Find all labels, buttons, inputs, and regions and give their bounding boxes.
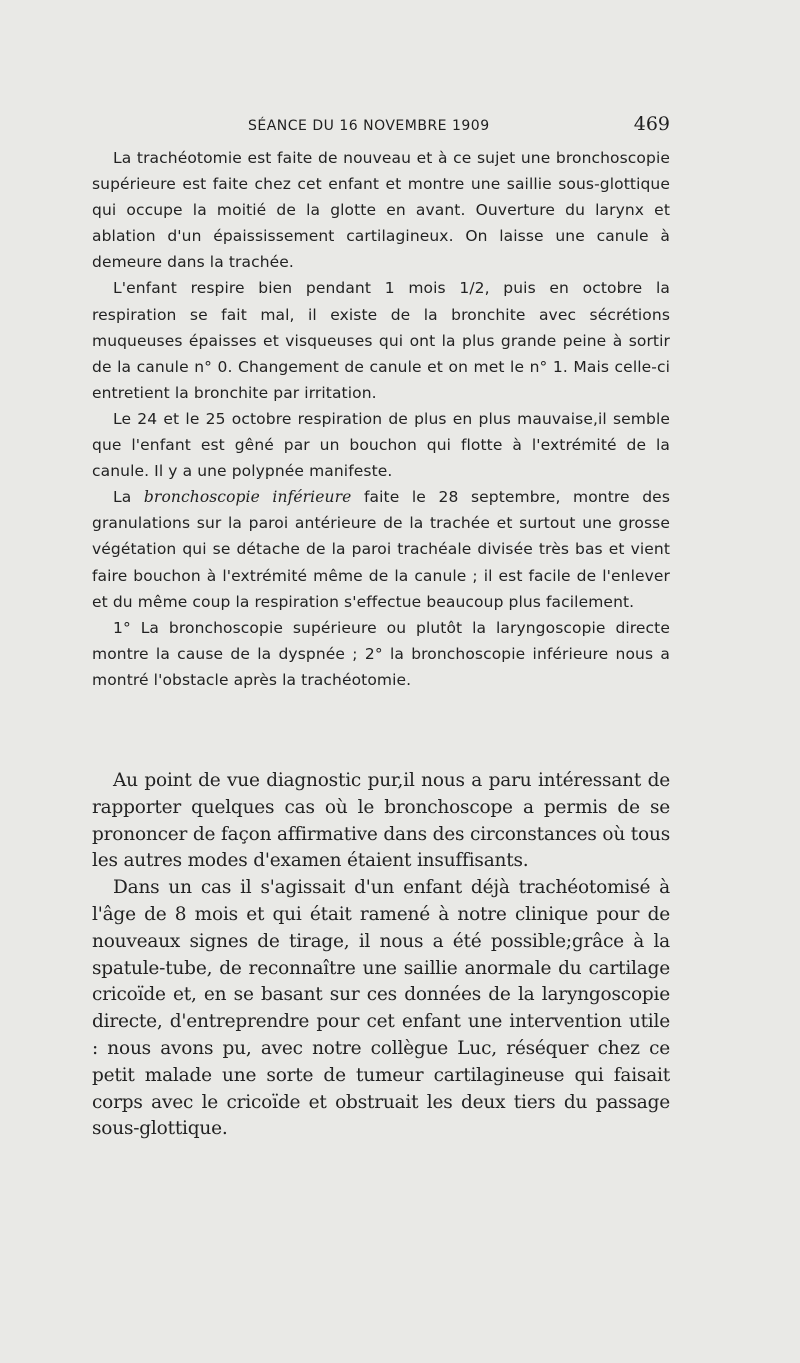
paragraph-diagnostic: Au point de vue diagnostic pur,il nous a paru intéressant de rapporter quelques cas où le bronchoscope a permis de se prononcer de façon affirmative dans des circonstances où tous les autres modes d'examen étaient insuffisants. xyxy=(92,770,670,872)
paragraph-lower-bronchoscopy-pre: La xyxy=(113,488,144,507)
paragraph-respiration: L'enfant respire bien pendant 1 mois 1/2, puis en octobre la respiration se fait mal, il existe de la bronchite avec sécrétions muqueuses épaisses et visqueuses qui ont la plus grande peine à sortir de la canule n° 0. Changement de canule et on met le n° 1. Mais celle-ci entretient la bronchite par irritation. xyxy=(92,279,670,402)
page-number: 469 xyxy=(633,113,670,135)
case-report-text xyxy=(92,145,670,693)
paragraph-tracheotomy: La trachéotomie est faite de nouveau et à ce sujet une bronchoscopie supérieure est faite chez cet enfant et montre une saillie sous-glottique qui occupe la moitié de la glotte en avant. Ouverture du larynx et ablation d'un épaississement cartilagineux. On laisse une canule à demeure dans la trachée. xyxy=(92,149,670,272)
paragraph-lower-bronchoscopy xyxy=(92,484,670,614)
running-head: SÉANCE DU 16 NOVEMBRE 1909 xyxy=(248,118,490,134)
paragraph-lower-bronchoscopy-post: faite le 28 septembre, montre des granulations sur la paroi antérieure de la trachée et surtout une grosse végétation qui se détache de la paroi trachéale divisée très bas et vient faire bouchon à l'extrémité même de la canule ; il est facile de l'enlever et du même coup la respiration s'effectue beaucoup plus facilement. xyxy=(92,488,670,611)
main-body-text xyxy=(92,768,670,1143)
page-header xyxy=(92,113,670,140)
paragraph-conclusion-points: 1° La bronchoscopie supérieure ou plutôt la laryngoscopie directe montre la cause de la dyspnée ; 2° la bronchoscopie inférieure nous a montré l'obstacle après la trachéotomie. xyxy=(92,618,670,689)
italic-term: bronchoscopie inférieure xyxy=(143,488,352,507)
paragraph-october: Le 24 et le 25 octobre respiration de plus en plus mauvaise,il semble que l'enfant est gêné par un bouchon qui flotte à l'extrémité de la canule. Il y a une polypnée manifeste. xyxy=(92,409,670,481)
paragraph-case: Dans un cas il s'agissait d'un enfant déjà trachéotomisé à l'âge de 8 mois et qui était ramené à notre clinique pour de nouveaux signes de tirage, il nous a été possible;grâce à la spatule-tube, de reconnaître une saillie anormale du cartilage cricoïde et, en se basant sur ces données de la laryngoscopie directe, d'entreprendre pour cet enfant une intervention utile : nous avons pu, avec notre collègue Luc, réséquer chez ce petit malade une sorte de tumeur cartilagineuse qui faisait corps avec le cricoïde et obstruait les deux tiers du passage sous-glottique. xyxy=(92,877,670,1140)
